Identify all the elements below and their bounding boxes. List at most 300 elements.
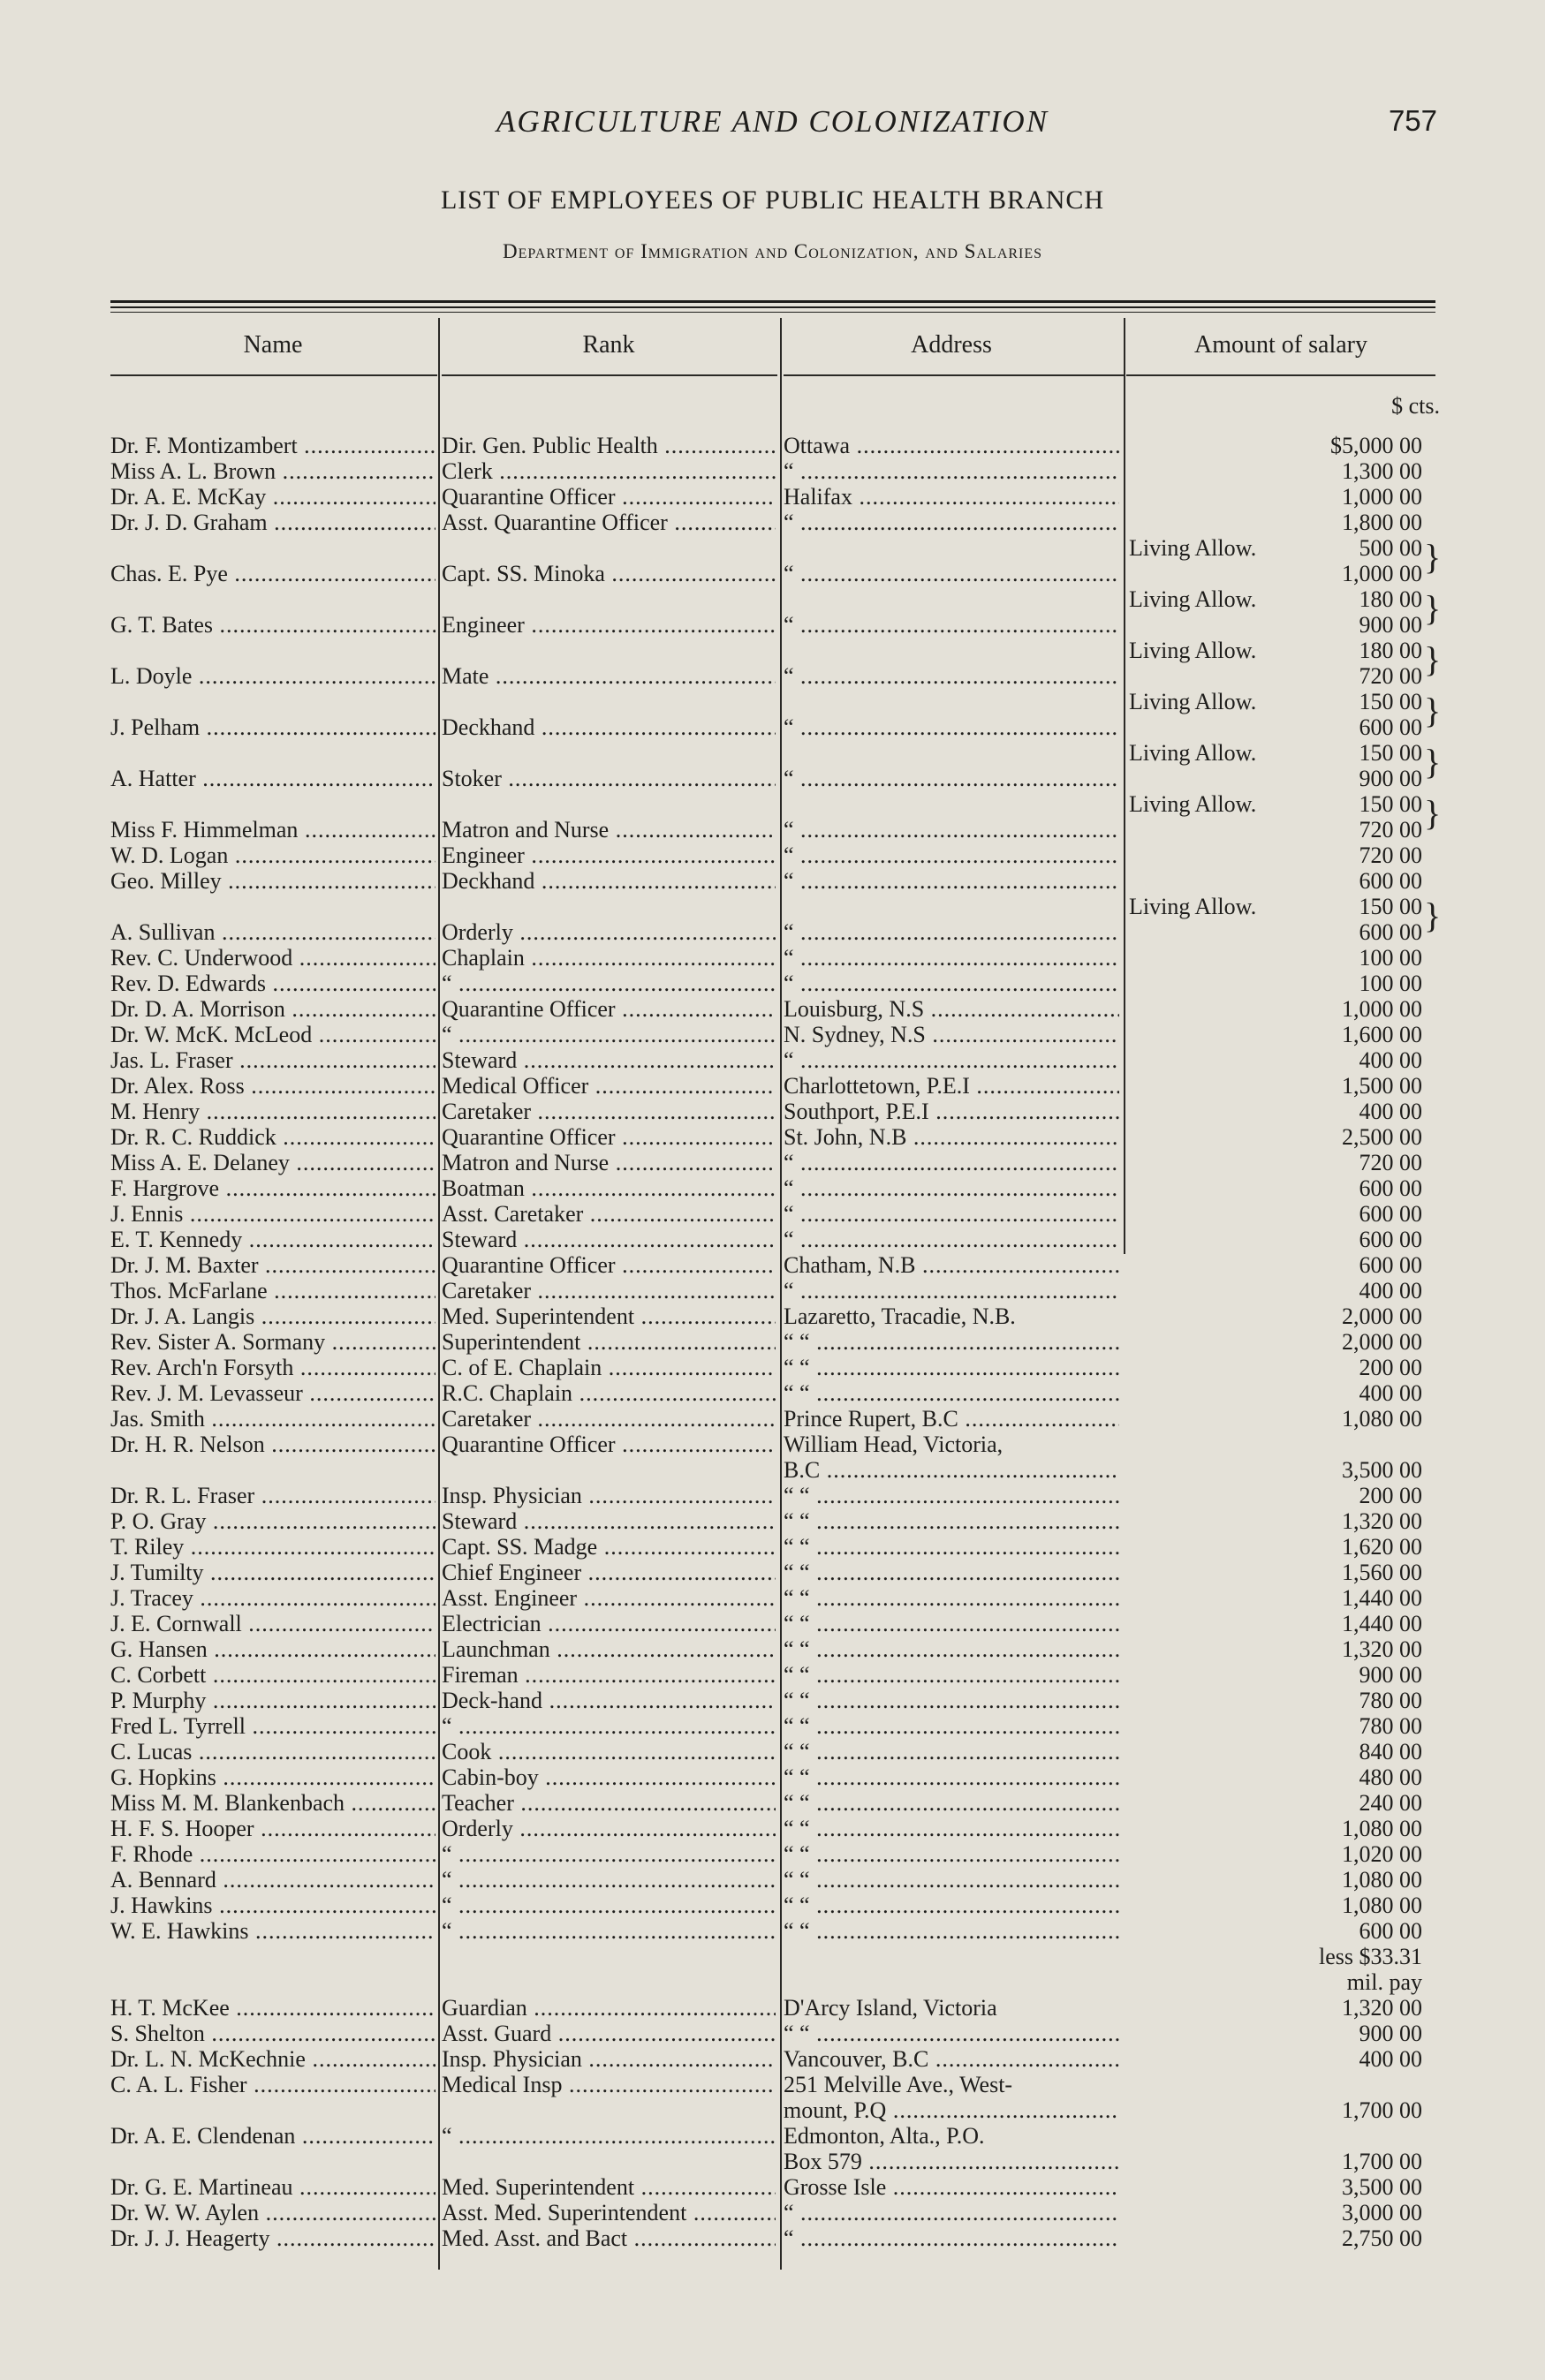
table-row <box>0 1022 1545 1047</box>
employee-name: G. Hansen ..... <box>110 1636 435 1662</box>
employee-rank: Med. Superintendent ..... <box>442 1303 776 1329</box>
salary-amount: 1,600 00 <box>1342 1022 1422 1047</box>
living-allowance-label: Living Allow. <box>1129 535 1257 561</box>
column-header-rank: Rank <box>582 331 635 359</box>
table-row <box>0 945 1545 971</box>
salary-amount: 1,300 00 <box>1342 458 1422 484</box>
table-row <box>0 433 1545 458</box>
brace-glyph: } <box>1424 537 1442 577</box>
employee-name: Chas. E. Pye ..... <box>110 561 435 586</box>
salary-amount: 600 00 <box>1359 1252 1422 1278</box>
top-rule-thick <box>110 300 1435 303</box>
employee-rank: Superintendent ..... <box>442 1329 776 1355</box>
employee-name: Dr. J. J. Heagerty ..... <box>110 2225 435 2251</box>
salary-amount: 400 00 <box>1359 1278 1422 1303</box>
table-row <box>0 561 1545 586</box>
employee-rank: C. of E. Chaplain ..... <box>442 1355 776 1380</box>
employee-address: mount, P.Q ..... <box>784 2097 1119 2123</box>
salary-amount: 720 00 <box>1359 663 1422 689</box>
top-rule-thin-2 <box>110 312 1435 313</box>
salary-amount: 3,500 00 <box>1342 2174 1422 2200</box>
employee-rank: Quarantine Officer ..... <box>442 1432 776 1457</box>
employee-rank: Guardian ..... <box>442 1995 776 2021</box>
salary-amount: less $33.31 <box>1319 1944 1422 1969</box>
salary-amount: 2,750 00 <box>1342 2225 1422 2251</box>
employee-address: “ “ ..... <box>784 2021 1119 2046</box>
employee-name: Rev. J. M. Levasseur ..... <box>110 1380 435 1406</box>
table-row <box>0 1995 1545 2021</box>
salary-amount: 600 00 <box>1359 1918 1422 1944</box>
employee-address: Louisburg, N.S ..... <box>784 996 1119 1022</box>
salary-amount: 1,080 00 <box>1342 1816 1422 1841</box>
salary-amount: 2,500 00 <box>1342 1124 1422 1150</box>
salary-amount: 780 00 <box>1359 1713 1422 1739</box>
employee-rank: Stoker ..... <box>442 766 776 791</box>
employee-address: “ ..... <box>784 663 1119 689</box>
employee-address: N. Sydney, N.S ..... <box>784 1022 1119 1047</box>
salary-amount: 100 00 <box>1359 945 1422 971</box>
employee-name: Dr. W. McK. McLeod ..... <box>110 1022 435 1047</box>
table-row <box>0 2097 1545 2123</box>
employee-address: “ “ ..... <box>784 1893 1119 1918</box>
employee-name: Jas. Smith ..... <box>110 1406 435 1432</box>
salary-amount: 2,000 00 <box>1342 1329 1422 1355</box>
table-row <box>0 1406 1545 1432</box>
employee-name: J. Hawkins ..... <box>110 1893 435 1918</box>
column-header-address: Address <box>911 331 992 359</box>
salary-amount: 1,700 00 <box>1342 2097 1422 2123</box>
salary-amount: 900 00 <box>1359 766 1422 791</box>
table-row <box>0 1611 1545 1636</box>
employee-rank: Engineer ..... <box>442 612 776 638</box>
table-row <box>0 1790 1545 1816</box>
salary-amount: 150 00 <box>1359 689 1422 714</box>
salary-amount: $5,000 00 <box>1330 433 1422 458</box>
table-row <box>0 1969 1545 1995</box>
employee-address: Chatham, N.B ..... <box>784 1252 1119 1278</box>
salary-amount: 1,080 00 <box>1342 1893 1422 1918</box>
employee-name: S. Shelton ..... <box>110 2021 435 2046</box>
salary-amount: 1,080 00 <box>1342 1406 1422 1432</box>
employee-rank: Medical Officer ..... <box>442 1073 776 1099</box>
table-row <box>0 1893 1545 1918</box>
salary-amount: 400 00 <box>1359 1380 1422 1406</box>
employee-address: “ “ ..... <box>784 1560 1119 1585</box>
employee-rank: Deckhand ..... <box>442 714 776 740</box>
employee-name: Dr. J. A. Langis ..... <box>110 1303 435 1329</box>
employee-name: A. Sullivan ..... <box>110 919 435 945</box>
brace-glyph: } <box>1424 639 1442 679</box>
employee-name: Dr. R. C. Ruddick ..... <box>110 1124 435 1150</box>
employee-address: “ ..... <box>784 2200 1119 2225</box>
employee-address: “ “ ..... <box>784 1739 1119 1764</box>
employee-address: Prince Rupert, B.C ..... <box>784 1406 1119 1432</box>
employee-rank: Asst. Guard ..... <box>442 2021 776 2046</box>
employee-address: Edmonton, Alta., P.O. <box>784 2123 985 2149</box>
salary-amount: 200 00 <box>1359 1355 1422 1380</box>
employee-address: Vancouver, B.C ..... <box>784 2046 1119 2072</box>
employee-address: “ “ ..... <box>784 1662 1119 1688</box>
employee-name: Thos. McFarlane ..... <box>110 1278 435 1303</box>
employee-name: Rev. Arch'n Forsyth ..... <box>110 1355 435 1380</box>
table-row <box>0 1124 1545 1150</box>
table-row <box>0 1508 1545 1534</box>
employee-rank: Insp. Physician ..... <box>442 2046 776 2072</box>
employee-rank: Quarantine Officer ..... <box>442 996 776 1022</box>
employee-rank: Matron and Nurse ..... <box>442 817 776 842</box>
employee-rank: Cook ..... <box>442 1739 776 1764</box>
employee-address: Lazaretto, Tracadie, N.B. <box>784 1303 1016 1329</box>
table-row <box>0 842 1545 868</box>
living-allowance-label: Living Allow. <box>1129 791 1257 817</box>
salary-amount: 150 00 <box>1359 740 1422 766</box>
salary-amount: 150 00 <box>1359 791 1422 817</box>
employee-name: Miss A. E. Delaney ..... <box>110 1150 435 1175</box>
employee-rank: Quarantine Officer ..... <box>442 1124 776 1150</box>
table-row <box>0 612 1545 638</box>
employee-name: Dr. A. E. Clendenan ..... <box>110 2123 435 2149</box>
table-row <box>0 1252 1545 1278</box>
table-row <box>0 2225 1545 2251</box>
employee-address: Grosse Isle ..... <box>784 2174 1119 2200</box>
employee-address: “ “ ..... <box>784 1764 1119 1790</box>
employee-address: “ “ ..... <box>784 1483 1119 1508</box>
table-row <box>0 1355 1545 1380</box>
salary-amount: 1,000 00 <box>1342 561 1422 586</box>
employee-rank: “ ..... <box>442 1713 776 1739</box>
employee-name: F. Hargrove ..... <box>110 1175 435 1201</box>
employee-name: Dr. G. E. Martineau ..... <box>110 2174 435 2200</box>
employee-rank: Asst. Med. Superintendent ..... <box>442 2200 776 2225</box>
table-row <box>0 1432 1545 1457</box>
employee-rank: Electrician ..... <box>442 1611 776 1636</box>
employee-address: Ottawa ..... <box>784 433 1119 458</box>
salary-amount: 1,320 00 <box>1342 1508 1422 1534</box>
employee-name: Dr. D. A. Morrison ..... <box>110 996 435 1022</box>
employee-rank: Chief Engineer ..... <box>442 1560 776 1585</box>
employee-name: Rev. C. Underwood ..... <box>110 945 435 971</box>
employee-address: “ “ ..... <box>784 1918 1119 1944</box>
employee-name: Miss A. L. Brown ..... <box>110 458 435 484</box>
employee-name: Rev. Sister A. Sormany ..... <box>110 1329 435 1355</box>
employee-rank: Orderly ..... <box>442 919 776 945</box>
employee-address: Halifax ..... <box>784 484 1119 510</box>
employee-rank: “ ..... <box>442 971 776 996</box>
header-underline-amount <box>1126 374 1435 376</box>
table-row <box>0 1175 1545 1201</box>
employee-name: G. Hopkins ..... <box>110 1764 435 1790</box>
employee-name: Fred L. Tyrrell ..... <box>110 1713 435 1739</box>
table-row <box>0 1560 1545 1585</box>
salary-amount: 720 00 <box>1359 817 1422 842</box>
living-allowance-label: Living Allow. <box>1129 740 1257 766</box>
salary-amount: 780 00 <box>1359 1688 1422 1713</box>
salary-amount: 400 00 <box>1359 1099 1422 1124</box>
table-row <box>0 1764 1545 1790</box>
table-row <box>0 484 1545 510</box>
employee-name: Dr. A. E. McKay ..... <box>110 484 435 510</box>
salary-amount: 1,000 00 <box>1342 996 1422 1022</box>
table-row <box>0 1944 1545 1969</box>
page-number: 757 <box>1388 104 1437 137</box>
employee-name: Miss F. Himmelman ..... <box>110 817 435 842</box>
table-row <box>0 1636 1545 1662</box>
table-row <box>0 971 1545 996</box>
employee-address: “ ..... <box>784 1175 1119 1201</box>
table-row <box>0 1073 1545 1099</box>
employee-address: “ “ ..... <box>784 1508 1119 1534</box>
employee-address: Southport, P.E.I ..... <box>784 1099 1119 1124</box>
employee-rank: Mate ..... <box>442 663 776 689</box>
employee-address: Charlottetown, P.E.I ..... <box>784 1073 1119 1099</box>
employee-address: “ ..... <box>784 868 1119 894</box>
table-row <box>0 1227 1545 1252</box>
employee-address: “ “ ..... <box>784 1329 1119 1355</box>
salary-amount: 1,080 00 <box>1342 1867 1422 1893</box>
employee-address: “ ..... <box>784 971 1119 996</box>
employee-address: “ ..... <box>784 1201 1119 1227</box>
table-row <box>0 766 1545 791</box>
employee-name: Dr. H. R. Nelson ..... <box>110 1432 435 1457</box>
table-row <box>0 2046 1545 2072</box>
table-row <box>0 1099 1545 1124</box>
table-row <box>0 2149 1545 2174</box>
employee-rank: “ ..... <box>442 1022 776 1047</box>
table-row <box>0 1278 1545 1303</box>
employee-rank: Quarantine Officer ..... <box>442 484 776 510</box>
currency-header: $ cts. <box>1391 393 1440 419</box>
page-header <box>0 104 1545 148</box>
employee-address: “ “ ..... <box>784 1816 1119 1841</box>
salary-amount: 720 00 <box>1359 842 1422 868</box>
employee-name: M. Henry ..... <box>110 1099 435 1124</box>
table-row <box>0 714 1545 740</box>
running-title: AGRICULTURE AND COLONIZATION <box>496 104 1049 139</box>
employee-address: “ “ ..... <box>784 1841 1119 1867</box>
table-row <box>0 2123 1545 2149</box>
salary-amount: 1,500 00 <box>1342 1073 1422 1099</box>
column-header-amount: Amount of salary <box>1194 331 1367 359</box>
employee-rank: Teacher ..... <box>442 1790 776 1816</box>
employee-rank: “ ..... <box>442 1893 776 1918</box>
table-row <box>0 1713 1545 1739</box>
employee-name: L. Doyle ..... <box>110 663 435 689</box>
table-row <box>0 1841 1545 1867</box>
table-row <box>0 1457 1545 1483</box>
employee-address: William Head, Victoria, <box>784 1432 1003 1457</box>
employee-address: “ “ ..... <box>784 1585 1119 1611</box>
employee-rank: R.C. Chaplain ..... <box>442 1380 776 1406</box>
table-row <box>0 1329 1545 1355</box>
employee-name: Dr. L. N. McKechnie ..... <box>110 2046 435 2072</box>
employee-name: E. T. Kennedy ..... <box>110 1227 435 1252</box>
salary-amount: 1,320 00 <box>1342 1636 1422 1662</box>
table-row <box>0 1201 1545 1227</box>
table-row <box>0 663 1545 689</box>
table-row <box>0 1303 1545 1329</box>
table-row <box>0 868 1545 894</box>
table-row <box>0 1662 1545 1688</box>
table-row <box>0 2174 1545 2200</box>
table-row <box>0 1150 1545 1175</box>
employee-address: Box 579 ..... <box>784 2149 1119 2174</box>
employee-rank: Caretaker ..... <box>442 1406 776 1432</box>
employee-address: “ ..... <box>784 842 1119 868</box>
brace-glyph: } <box>1424 691 1442 730</box>
employee-rank: Caretaker ..... <box>442 1099 776 1124</box>
employee-name: J. Pelham ..... <box>110 714 435 740</box>
table-row <box>0 1688 1545 1713</box>
employee-rank: Engineer ..... <box>442 842 776 868</box>
table-row <box>0 919 1545 945</box>
employee-rank: Capt. SS. Minoka ..... <box>442 561 776 586</box>
salary-amount: 2,000 00 <box>1342 1303 1422 1329</box>
employee-rank: Clerk ..... <box>442 458 776 484</box>
employee-rank: Deckhand ..... <box>442 868 776 894</box>
table-row <box>0 1380 1545 1406</box>
salary-amount: 900 00 <box>1359 2021 1422 2046</box>
employee-name: Dr. J. M. Baxter ..... <box>110 1252 435 1278</box>
employee-name: Dr. R. L. Fraser ..... <box>110 1483 435 1508</box>
employee-name: C. Corbett ..... <box>110 1662 435 1688</box>
employee-address: “ “ ..... <box>784 1534 1119 1560</box>
employee-address: 251 Melville Ave., West- <box>784 2072 1013 2097</box>
salary-amount: 1,620 00 <box>1342 1534 1422 1560</box>
brace-glyph: } <box>1424 793 1442 833</box>
employee-name: P. Murphy ..... <box>110 1688 435 1713</box>
employee-name: A. Bennard ..... <box>110 1867 435 1893</box>
salary-amount: 480 00 <box>1359 1764 1422 1790</box>
employee-address: “ ..... <box>784 2225 1119 2251</box>
employee-name: H. F. S. Hooper ..... <box>110 1816 435 1841</box>
salary-amount: 3,000 00 <box>1342 2200 1422 2225</box>
employee-address: “ ..... <box>784 1227 1119 1252</box>
salary-amount: 1,320 00 <box>1342 1995 1422 2021</box>
employee-rank: Med. Superintendent ..... <box>442 2174 776 2200</box>
employee-rank: Asst. Caretaker ..... <box>442 1201 776 1227</box>
salary-amount: 180 00 <box>1359 638 1422 663</box>
salary-amount: mil. pay <box>1346 1969 1422 1995</box>
salary-amount: 1,700 00 <box>1342 2149 1422 2174</box>
table-row <box>0 1918 1545 1944</box>
employee-address: “ ..... <box>784 1278 1119 1303</box>
salary-amount: 1,800 00 <box>1342 510 1422 535</box>
table-row <box>0 1534 1545 1560</box>
employee-address: “ ..... <box>784 458 1119 484</box>
salary-amount: 1,440 00 <box>1342 1585 1422 1611</box>
salary-amount: 3,500 00 <box>1342 1457 1422 1483</box>
employee-rank: Dir. Gen. Public Health ..... <box>442 433 776 458</box>
employee-rank: Cabin-boy ..... <box>442 1764 776 1790</box>
salary-amount: 900 00 <box>1359 612 1422 638</box>
employee-rank: Insp. Physician ..... <box>442 1483 776 1508</box>
employee-address: “ ..... <box>784 919 1119 945</box>
employee-rank: “ ..... <box>442 1867 776 1893</box>
employee-rank: “ ..... <box>442 1841 776 1867</box>
employee-rank: Orderly ..... <box>442 1816 776 1841</box>
salary-amount: 180 00 <box>1359 586 1422 612</box>
employee-name: W. E. Hawkins ..... <box>110 1918 435 1944</box>
employee-rank: Matron and Nurse ..... <box>442 1150 776 1175</box>
salary-amount: 500 00 <box>1359 535 1422 561</box>
employee-rank: Steward ..... <box>442 1047 776 1073</box>
header-underline-address <box>784 374 1124 376</box>
employee-name: Rev. D. Edwards ..... <box>110 971 435 996</box>
employee-rank: Fireman ..... <box>442 1662 776 1688</box>
employee-rank: Capt. SS. Madge ..... <box>442 1534 776 1560</box>
employee-rank: Launchman ..... <box>442 1636 776 1662</box>
employee-rank: Asst. Engineer ..... <box>442 1585 776 1611</box>
employee-address: “ “ ..... <box>784 1636 1119 1662</box>
salary-amount: 240 00 <box>1359 1790 1422 1816</box>
employee-name: J. Tracey ..... <box>110 1585 435 1611</box>
brace-glyph: } <box>1424 742 1442 782</box>
table-row <box>0 2072 1545 2097</box>
salary-amount: 600 00 <box>1359 1201 1422 1227</box>
salary-amount: 200 00 <box>1359 1483 1422 1508</box>
employee-name: J. Ennis ..... <box>110 1201 435 1227</box>
employee-rank: Caretaker ..... <box>442 1278 776 1303</box>
employee-address: “ ..... <box>784 945 1119 971</box>
salary-amount: 1,440 00 <box>1342 1611 1422 1636</box>
employee-name: C. Lucas ..... <box>110 1739 435 1764</box>
employee-name: J. Tumilty ..... <box>110 1560 435 1585</box>
employee-address: “ “ ..... <box>784 1611 1119 1636</box>
employee-name: Dr. W. W. Aylen ..... <box>110 2200 435 2225</box>
table-row <box>0 1816 1545 1841</box>
employee-address: St. John, N.B ..... <box>784 1124 1119 1150</box>
employee-address: “ ..... <box>784 817 1119 842</box>
salary-amount: 1,000 00 <box>1342 484 1422 510</box>
employee-address: B.C ..... <box>784 1457 1119 1483</box>
employee-address: “ ..... <box>784 1150 1119 1175</box>
employee-name: W. D. Logan ..... <box>110 842 435 868</box>
employee-address: “ ..... <box>784 612 1119 638</box>
salary-amount: 1,020 00 <box>1342 1841 1422 1867</box>
employee-address: “ “ ..... <box>784 1355 1119 1380</box>
salary-amount: 600 00 <box>1359 868 1422 894</box>
top-rule-thin <box>110 306 1435 308</box>
employee-address: “ ..... <box>784 510 1119 535</box>
salary-amount: 720 00 <box>1359 1150 1422 1175</box>
employee-name: Miss M. M. Blankenbach ..... <box>110 1790 435 1816</box>
employee-address: “ “ ..... <box>784 1713 1119 1739</box>
employee-address: “ “ ..... <box>784 1790 1119 1816</box>
employee-rank: Steward ..... <box>442 1508 776 1534</box>
employee-address: “ ..... <box>784 714 1119 740</box>
employee-address: D'Arcy Island, Victoria <box>784 1995 997 2021</box>
header-underline-name <box>110 374 437 376</box>
employee-address: “ ..... <box>784 766 1119 791</box>
salary-amount: 600 00 <box>1359 1175 1422 1201</box>
employee-rank: Boatman ..... <box>442 1175 776 1201</box>
employee-rank: “ ..... <box>442 2123 776 2149</box>
salary-amount: 600 00 <box>1359 919 1422 945</box>
table-row <box>0 1867 1545 1893</box>
employee-address: “ ..... <box>784 561 1119 586</box>
table-row <box>0 1585 1545 1611</box>
employee-rank: Steward ..... <box>442 1227 776 1252</box>
employee-name: C. A. L. Fisher ..... <box>110 2072 435 2097</box>
header-underline-rank <box>442 374 777 376</box>
table-row <box>0 1739 1545 1764</box>
employee-rank: Asst. Quarantine Officer ..... <box>442 510 776 535</box>
employee-rank: Deck-hand ..... <box>442 1688 776 1713</box>
column-header-name: Name <box>243 331 303 359</box>
table-row <box>0 2021 1545 2046</box>
employee-name: J. E. Cornwall ..... <box>110 1611 435 1636</box>
employee-name: Jas. L. Fraser ..... <box>110 1047 435 1073</box>
